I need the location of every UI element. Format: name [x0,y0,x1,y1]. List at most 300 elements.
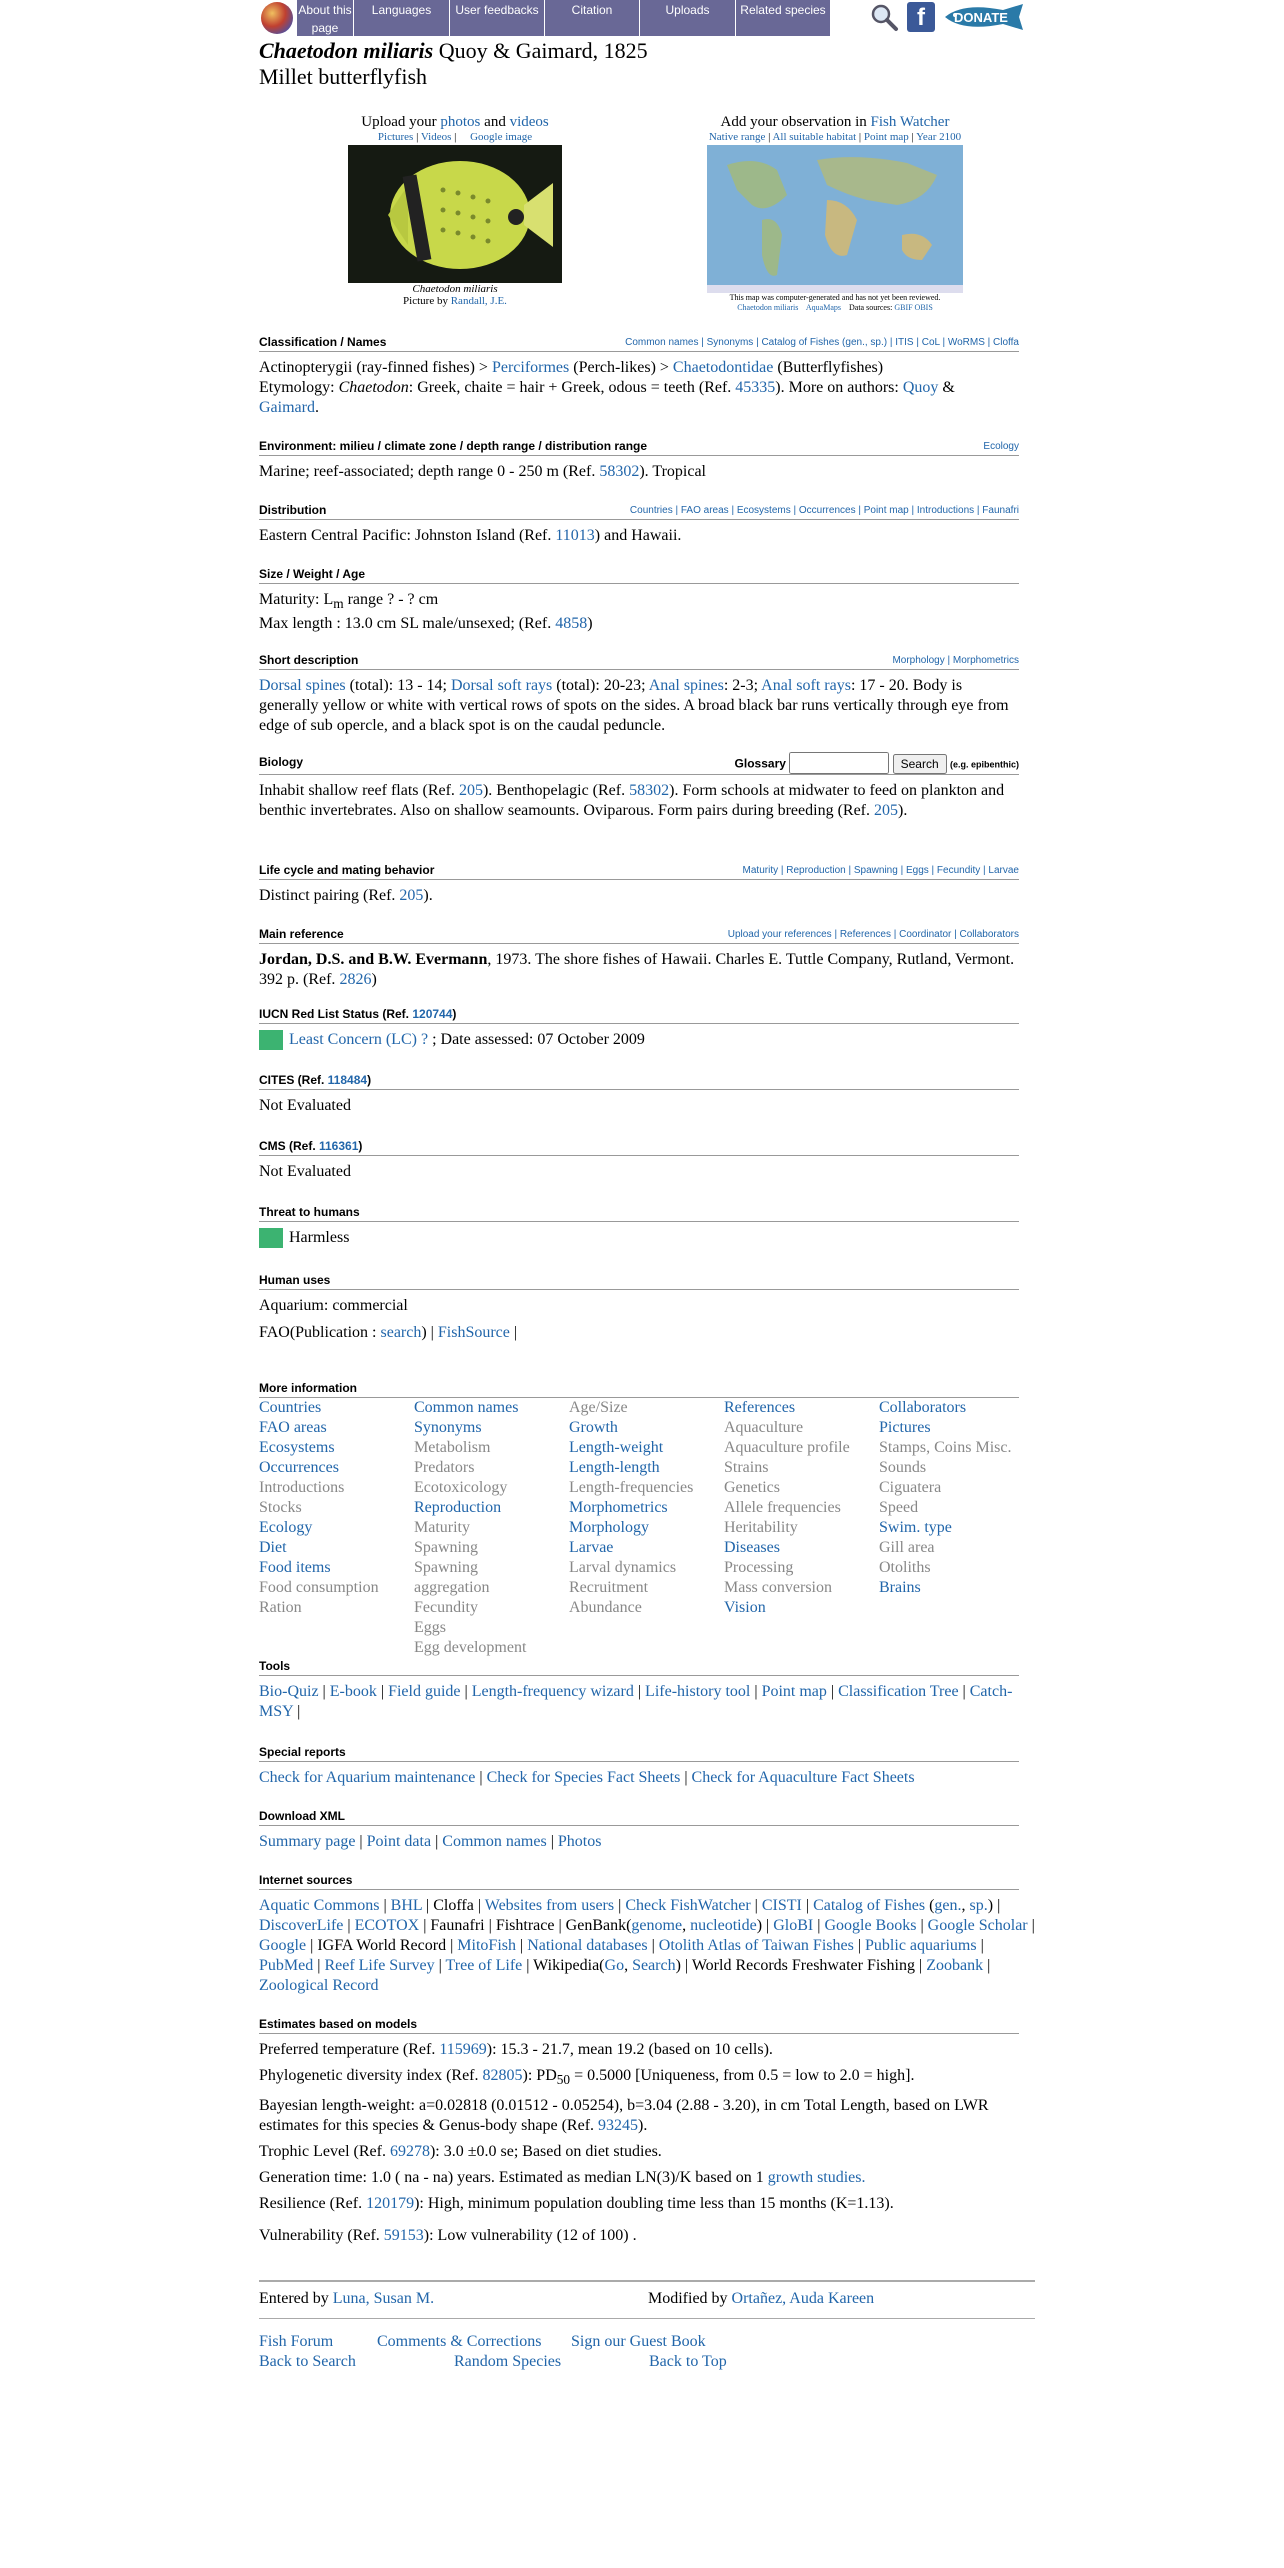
phylo-pd: ): PD [522,2067,557,2084]
nav-tab-related-species[interactable]: Related species [736,0,831,36]
distribution-heading: Distribution [259,503,327,517]
distribution-links[interactable]: Countries | FAO areas | Ecosystems | Occurrences | Point map | Introductions | Faunafri [629,505,1019,516]
tool-separator: | [633,1683,646,1700]
source-text: | IGFA World Record | [306,1937,458,1954]
source-tree-of-life[interactable]: Tree of Life [445,1957,523,1974]
threat-section [259,1204,1019,1248]
source-google-scholar[interactable]: Google Scholar [927,1917,1028,1934]
tool-separator: | [460,1683,472,1700]
more-info-introductions: Introductions [259,1479,345,1496]
observation-heading: Add your observation in [720,114,871,130]
source-text: | [916,1917,928,1934]
source-text: | Wikipedia( [522,1957,605,1974]
pref-temp-ref[interactable]: 115969 [439,2041,487,2058]
nav-tab-about[interactable]: About this page [297,0,354,36]
authors-amp: & [938,379,955,396]
more-info-sounds: Sounds [879,1459,927,1476]
main-reference-ref-link[interactable]: 2826 [339,971,372,988]
more-info-common-names[interactable]: Common names [414,1399,519,1416]
estimates-section [259,2016,1019,2246]
source-google-books[interactable]: Google Books [824,1917,917,1934]
source-text: ) | [756,1917,774,1934]
source-text: | [647,1937,659,1954]
report-check-for-species-fact-sheets[interactable]: Check for Species Fact Sheets [486,1769,681,1786]
etymology-genus: Chaetodon [338,379,409,396]
comments-link[interactable]: Comments & Corrections [377,2333,542,2350]
iucn-heading: IUCN Red List Status (Ref. [259,1007,413,1021]
threat-color-box [259,1228,283,1248]
more-info-pictures[interactable]: Pictures [879,1419,931,1436]
source-text: | [343,1917,355,1934]
tool-catch-msy[interactable]: Catch-MSY [259,1683,1013,1720]
tool-length-frequency-wizard[interactable]: Length-frequency wizard [471,1683,634,1700]
dorsal-spines-link[interactable]: Dorsal spines [259,677,346,694]
videos-link[interactable]: videos [509,114,549,130]
author-quoy-link[interactable]: Quoy [902,379,939,396]
cites-status: Not Evaluated [259,1097,351,1114]
picture-by-label: Picture by [403,295,451,307]
environment-ref-link[interactable]: 58302 [599,463,640,480]
source-text: | [379,1897,391,1914]
more-info-diseases[interactable]: Diseases [724,1539,780,1556]
class-text-end: (Butterflyfishes) [773,359,884,376]
donate-button[interactable] [943,2,1035,32]
more-info-references[interactable]: References [724,1399,796,1416]
classification-links[interactable]: Common names | Synonyms | Catalog of Fishes (gen., sp.) | ITIS | CoL | WoRMS | Cloffa [625,337,1019,348]
reference-authors: Jordan, D.S. and B.W. Evermann [259,951,488,968]
fish-forum-link[interactable]: Fish Forum [259,2333,334,2350]
more-info-food-consumption: Food consumption [259,1579,379,1596]
tool-field-guide[interactable]: Field guide [388,1683,461,1700]
max-length-ref-link[interactable]: 4858 [555,615,588,633]
report-check-for-aquaculture-fact-sheets[interactable]: Check for Aquaculture Fact Sheets [691,1769,915,1786]
tool-separator: | [750,1683,762,1700]
more-info-fao-areas[interactable]: FAO areas [259,1419,327,1436]
more-info-stamps-coins-misc: Stamps, Coins Misc. [879,1439,1012,1456]
family-link[interactable]: Chaetodontidae [672,359,774,376]
report-separator: | [475,1769,487,1786]
fishsource-link[interactable]: FishSource [437,1324,510,1341]
authority: Quoy & Gaimard, 1825 [433,38,648,63]
more-info-predators: Predators [414,1459,475,1476]
iucn-status-color-box [259,1030,283,1050]
life-cycle-heading: Life cycle and mating behavior [259,863,435,877]
photos-link[interactable]: photos [440,114,481,130]
phylo-ref[interactable]: 82805 [482,2067,523,2084]
dorsal-soft-rays-link[interactable]: Dorsal soft rays [450,677,553,694]
source-national-databases[interactable]: National databases [527,1937,648,1954]
source-text: ( [925,1897,935,1914]
more-info-stocks: Stocks [259,1499,302,1516]
more-info-abundance: Abundance [569,1599,642,1616]
resilience-ref[interactable]: 120179 [366,2195,415,2213]
internet-sources-section [259,1872,1035,1996]
environment-text-end: ). Tropical [639,463,706,480]
more-info-column [259,1398,409,1618]
authors-dot: . [314,399,319,416]
source-zoological-record[interactable]: Zoological Record [259,1977,379,1994]
more-info-column [879,1398,1029,1598]
point-map-link[interactable]: Point map [863,131,909,143]
short-description-heading: Short description [259,653,359,667]
desc-text-4: : 17 - 20. Body is generally yellow or white with vertical rows of spots on the sides. A broad black bar runs vertically through eye from edge of sub opercle, and a black spot is on the caudal peduncle. [259,677,1009,734]
distribution-section [259,502,1019,546]
author-gaimard-link[interactable]: Gaimard [259,399,315,416]
more-info-age-size: Age/Size [569,1399,628,1416]
tool-e-book[interactable]: E-book [329,1683,377,1700]
desc-text-1: (total): 13 - 14; [345,677,451,694]
common-name: Millet butterflyfish [259,64,428,89]
videos-sub-link[interactable]: Videos [420,131,452,143]
photographer-link[interactable]: Randall, J.E. [450,295,507,307]
estimates-heading: Estimates based on models [259,2017,418,2031]
more-info-spawning: Spawning [414,1559,478,1576]
special-reports-heading: Special reports [259,1745,346,1759]
source-text: | [983,1957,991,1974]
anal-spines-link[interactable]: Anal spines [648,677,724,694]
more-info-length-length[interactable]: Length-length [569,1459,660,1476]
source-websites-from-users[interactable]: Websites from users [484,1897,615,1914]
nav-tab-languages[interactable]: Languages [354,0,450,36]
bayes-end: ). [638,2117,648,2135]
xml-common-names[interactable]: Common names [442,1833,547,1850]
entered-by [259,2290,434,2308]
reference-text: , 1973. The shore fishes of Hawaii. Charles E. Tuttle Company, Rutland, Vermont. 392 p. (Ref. [259,951,1015,988]
classification-heading: Classification / Names [259,335,387,349]
source-text: | [434,1957,446,1974]
year-2100-link[interactable]: Year 2100 [916,131,962,143]
fishbase-globe-icon[interactable] [261,2,293,34]
cms-ref-link[interactable]: 116361 [319,1139,359,1153]
biology-ref-1[interactable]: 205 [458,782,483,799]
entered-by-label: Entered by [259,2290,333,2307]
iucn-date: ; Date assessed: 07 October 2009 [428,1031,645,1048]
pictures-link[interactable]: Pictures [377,131,414,143]
source-reef-life-survey[interactable]: Reef Life Survey [324,1957,435,1974]
more-info-countries[interactable]: Countries [259,1399,322,1416]
guest-book-link[interactable]: Sign our Guest Book [571,2333,706,2350]
source-sp[interactable]: sp. [969,1897,988,1914]
more-info-morphology[interactable]: Morphology [569,1519,649,1536]
short-description-section [259,652,1019,736]
source-cisti[interactable]: CISTI [761,1897,802,1914]
more-info-maturity: Maturity [414,1519,470,1536]
more-info-larval-dynamics: Larval dynamics [569,1559,677,1576]
cites-heading: CITES (Ref. [259,1073,328,1087]
back-to-top-link[interactable]: Back to Top [649,2353,727,2370]
life-cycle-links[interactable]: Maturity | Reproduction | Spawning | Eggs | Fecundity | Larvae [742,865,1019,876]
more-info-diet[interactable]: Diet [259,1539,287,1556]
tool-point-map[interactable]: Point map [761,1683,827,1700]
biology-section [259,754,1019,821]
fao-search-link[interactable]: search [380,1324,422,1341]
environment-section [259,438,1019,482]
xml-photos[interactable]: Photos [557,1833,602,1850]
source-mitofish[interactable]: MitoFish [457,1937,516,1954]
more-info-length-weight[interactable]: Length-weight [569,1439,664,1456]
more-info-collaborators[interactable]: Collaborators [879,1399,967,1416]
main-reference-heading: Main reference [259,927,344,941]
biology-text-1: Inhabit shallow reef flats (Ref. [259,782,459,799]
max-length-text: Max length : 13.0 cm SL male/unsexed; (Ref. [259,615,556,633]
more-info-metabolism: Metabolism [414,1439,491,1456]
source-discoverlife[interactable]: DiscoverLife [259,1917,344,1934]
upload-and: and [480,114,510,130]
resilience-value: ): High, minimum population doubling time less than 15 months (K=1.13). [414,2195,894,2213]
source-go[interactable]: Go [604,1957,625,1974]
iucn-ref-link[interactable]: 120744 [412,1007,453,1021]
main-reference-section [259,926,1019,990]
environment-text: Marine; reef-associated; depth range 0 - 250 m (Ref. [259,463,600,480]
source-catalog-of-fishes[interactable]: Catalog of Fishes [813,1897,926,1914]
native-range-link[interactable]: Native range [708,131,766,143]
generation-text: Generation time: 1.0 ( na - na) years. Estimated as median LN(3)/K based on 1 [259,2169,768,2187]
source-nucleotide[interactable]: nucleotide [690,1917,757,1934]
size-section [259,566,1019,634]
download-xml-section [259,1808,1019,1852]
report-separator: | [680,1769,692,1786]
more-info-ecology[interactable]: Ecology [259,1519,313,1536]
more-info-aquaculture: Aquaculture [724,1419,804,1436]
tool-classification-tree[interactable]: Classification Tree [838,1683,959,1700]
facebook-icon[interactable]: f [907,2,935,32]
source-text: | Cloffa | [422,1897,485,1914]
internet-sources-links [259,1896,1037,1996]
growth-studies-link[interactable]: growth studies. [767,2169,866,2187]
random-species-link[interactable]: Random Species [454,2353,562,2370]
morphology-links[interactable]: Morphology | Morphometrics [892,655,1019,666]
aquamaps-link[interactable]: AquaMaps [805,303,841,312]
tool-separator: | [318,1683,330,1700]
more-info-column [414,1398,564,1658]
scientific-name: Chaetodon miliaris [259,38,434,63]
modified-by-link[interactable]: Ortañez, Auda Kareen [731,2290,875,2307]
more-info-recruitment: Recruitment [569,1579,649,1596]
life-cycle-ref-link[interactable]: 205 [399,887,424,904]
fish-watcher-link[interactable]: Fish Watcher [870,114,950,130]
top-nav [259,0,1039,36]
fao-label: FAO(Publication : [259,1324,381,1341]
etymology-ref-link[interactable]: 45335 [735,379,776,396]
more-info-swim-type[interactable]: Swim. type [879,1519,952,1536]
cms-heading: CMS (Ref. [259,1139,319,1153]
human-uses-aquarium: Aquarium: commercial [259,1297,408,1314]
vulnerability-label: Vulnerability (Ref. [259,2227,384,2245]
source-text: ) | World Records Freshwater Fishing | [675,1957,927,1974]
more-info-aquaculture-profile: Aquaculture profile [724,1439,850,1456]
glossary-search [735,752,1019,774]
more-info-spawning: Spawning [414,1539,478,1556]
human-uses-heading: Human uses [259,1273,331,1287]
maturity-sub: m [333,596,344,612]
more-info-food-items[interactable]: Food items [259,1559,331,1576]
source-text: | [813,1917,825,1934]
source-ecotox[interactable]: ECOTOX [354,1917,420,1934]
source-public-aquariums[interactable]: Public aquariums [865,1937,977,1954]
more-info-morphometrics[interactable]: Morphometrics [569,1499,668,1516]
more-info-reproduction[interactable]: Reproduction [414,1499,502,1516]
source-google[interactable]: Google [259,1937,307,1954]
vulnerability-ref[interactable]: 59153 [383,2227,424,2245]
more-info-larvae[interactable]: Larvae [569,1539,614,1556]
anal-soft-rays-link[interactable]: Anal soft rays [761,677,851,694]
upload-column: Upload your photos and videos Pictures | Videos | Google image Chaetodon miliaris Picture by Randall, J.E. [310,114,600,307]
more-info-allele-frequencies: Allele frequencies [724,1499,841,1516]
more-info-ciguatera: Ciguatera [879,1479,942,1496]
iucn-status-link[interactable]: Least Concern (LC) [289,1031,417,1048]
more-info-speed: Speed [879,1499,919,1516]
source-genome[interactable]: genome [631,1917,683,1934]
life-cycle-section [259,862,1019,906]
entered-by-link[interactable]: Luna, Susan M. [332,2290,435,2307]
more-info-occurrences[interactable]: Occurrences [259,1459,339,1476]
modified-by [648,2290,874,2308]
biology-ref-2[interactable]: 58302 [629,782,670,799]
source-text: , [961,1897,970,1914]
biology-ref-3[interactable]: 205 [874,802,898,819]
source-text: | [801,1897,814,1914]
source-check-fishwatcher[interactable]: Check FishWatcher [625,1897,751,1914]
footer-divider-top [259,2280,1035,2282]
class-text-mid: (Perch-likes) > [569,359,673,376]
xml-point-data[interactable]: Point data [366,1833,432,1850]
source-text: ) | [987,1897,1001,1914]
source-text: | [515,1937,528,1954]
glossary-example: (e.g. epibenthic) [949,759,1019,770]
nav-tab-uploads[interactable]: Uploads [640,0,736,36]
more-info-ecosystems[interactable]: Ecosystems [259,1439,335,1456]
map-note: This map was computer-generated and has not yet been reviewed. [729,293,941,302]
more-info-eggs: Eggs [414,1619,446,1636]
class-text: Actinopterygii (ray-finned fishes) > [259,359,492,376]
more-info-genetics: Genetics [724,1479,780,1496]
more-info-mass-conversion: Mass conversion [724,1579,832,1596]
more-info-gill-area: Gill area [879,1539,935,1556]
report-check-for-aquarium-maintenance[interactable]: Check for Aquarium maintenance [259,1769,476,1786]
source-text: | [1027,1917,1035,1934]
more-info-processing: Processing [724,1559,794,1576]
more-info-egg-development: Egg development [414,1639,527,1656]
distribution-text: Eastern Central Pacific: Johnston Island (Ref. [259,527,556,544]
more-info-column [569,1398,719,1618]
trophic-ref[interactable]: 69278 [389,2143,430,2161]
order-link[interactable]: Perciformes [491,359,570,376]
etymology-end: ). More on authors: [775,379,903,396]
glossary-search-button[interactable]: Search [893,754,947,774]
source-text: | [614,1897,626,1914]
source-text: | [313,1957,325,1974]
source-text: | Faunafri | Fishtrace | GenBank( [419,1917,632,1934]
nav-tab-citation[interactable]: Citation [545,0,640,36]
more-info-otoliths: Otoliths [879,1559,931,1576]
fish-photo[interactable] [348,145,562,283]
tool-bio-quiz[interactable]: Bio-Quiz [259,1683,319,1700]
modified-by-label: Modified by [648,2290,732,2307]
more-info-growth[interactable]: Growth [569,1419,618,1436]
classification-section [259,334,1019,418]
ecology-link[interactable]: Ecology [983,441,1019,452]
size-heading: Size / Weight / Age [259,567,366,581]
xml-summary-page[interactable]: Summary page [259,1833,356,1850]
source-text: | [976,1937,984,1954]
source-gen[interactable]: gen. [934,1897,962,1914]
data-sources-links[interactable]: GBIF OBIS [894,303,933,312]
distribution-text-end: ) and Hawaii. [594,527,682,544]
source-globi[interactable]: GloBI [773,1917,814,1934]
page-title [259,38,648,90]
fao-sep: ) | [421,1324,438,1341]
source-zoobank[interactable]: Zoobank [926,1957,984,1974]
glossary-label: Glossary [734,756,786,771]
google-image-link[interactable]: Google image [470,131,533,143]
photo-caption: Chaetodon miliaris [412,283,498,295]
more-info-strains: Strains [724,1459,769,1476]
more-information-grid [259,1398,1039,1658]
environment-heading: Environment: milieu / climate zone / depth range / distribution range [259,439,648,453]
source-bhl[interactable]: BHL [390,1897,423,1914]
more-information-section [259,1380,1019,1398]
trophic-label: Trophic Level (Ref. [259,2143,390,2161]
tool-separator: | [958,1683,970,1700]
trophic-value: ): 3.0 ±0.0 se; Based on diet studies. [429,2143,662,2161]
back-to-search-link[interactable]: Back to Search [259,2353,356,2370]
source-text: , [682,1917,691,1934]
reference-links[interactable]: Upload your references | References | Coordinator | Collaborators [727,929,1019,940]
more-info-brains[interactable]: Brains [879,1579,921,1596]
cites-heading-end: ) [367,1073,372,1087]
map-species-link[interactable]: Chaetodon miliaris [737,303,799,312]
phylo-sub: 50 [556,2072,571,2088]
source-search[interactable]: Search [632,1957,676,1974]
more-info-synonyms[interactable]: Synonyms [414,1419,482,1436]
biology-text-3: ). Form schools at midwater to feed on plankton and benthic invertebrates. Also on shallow seamounts. Oviparous. Form pairs during breeding (Ref. [259,782,1005,819]
source-aquatic-commons[interactable]: Aquatic Commons [259,1897,380,1914]
biology-text-4: ). [898,802,908,819]
donate-label: DONATE [954,10,1008,25]
special-reports-section [259,1744,1019,1788]
bayes-ref[interactable]: 93245 [598,2117,639,2135]
more-info-column [724,1398,874,1618]
xml-separator: | [546,1833,558,1850]
more-information-heading: More information [259,1381,357,1395]
pref-temp-label: Preferred temperature (Ref. [259,2041,440,2058]
internet-sources-heading: Internet sources [259,1873,353,1887]
tools-links [259,1682,1039,1722]
threat-text: Harmless [289,1229,350,1246]
cites-ref-link[interactable]: 118484 [327,1073,368,1087]
nav-tab-user-feedbacks[interactable]: User feedbacks [450,0,545,36]
biology-text-2: ). Benthopelagic (Ref. [482,782,630,799]
iucn-section [259,1006,1019,1050]
distribution-map[interactable] [707,145,963,293]
cites-section [259,1072,1019,1116]
xml-separator: | [355,1833,367,1850]
more-info-fecundity: Fecundity [414,1599,478,1616]
source-otolith-atlas-of-taiwan-fishes[interactable]: Otolith Atlas of Taiwan Fishes [658,1937,854,1954]
iucn-help-link[interactable]: ? [416,1031,429,1048]
glossary-input[interactable] [789,752,889,774]
phylo-value: = 0.5000 [Uniqueness, from 0.5 = low to 2.0 = high]. [570,2067,915,2084]
more-info-vision[interactable]: Vision [724,1599,766,1616]
maturity-range: range ? - ? cm [343,591,439,608]
biology-heading: Biology [259,755,303,769]
source-pubmed[interactable]: PubMed [259,1957,314,1974]
search-icon[interactable] [869,2,899,32]
distribution-ref-link[interactable]: 11013 [555,527,595,544]
suitable-habitat-link[interactable]: All suitable habitat [772,131,857,143]
tool-life-history-tool[interactable]: Life-history tool [645,1683,751,1700]
observation-column: Add your observation in Fish Watcher Native range | All suitable habitat | Point map | Year 2100 This map was computer-generated and has not yet been reviewed. Chaetodon miliaris AquaMaps Data sources: GBIF OBIS [680,114,990,313]
